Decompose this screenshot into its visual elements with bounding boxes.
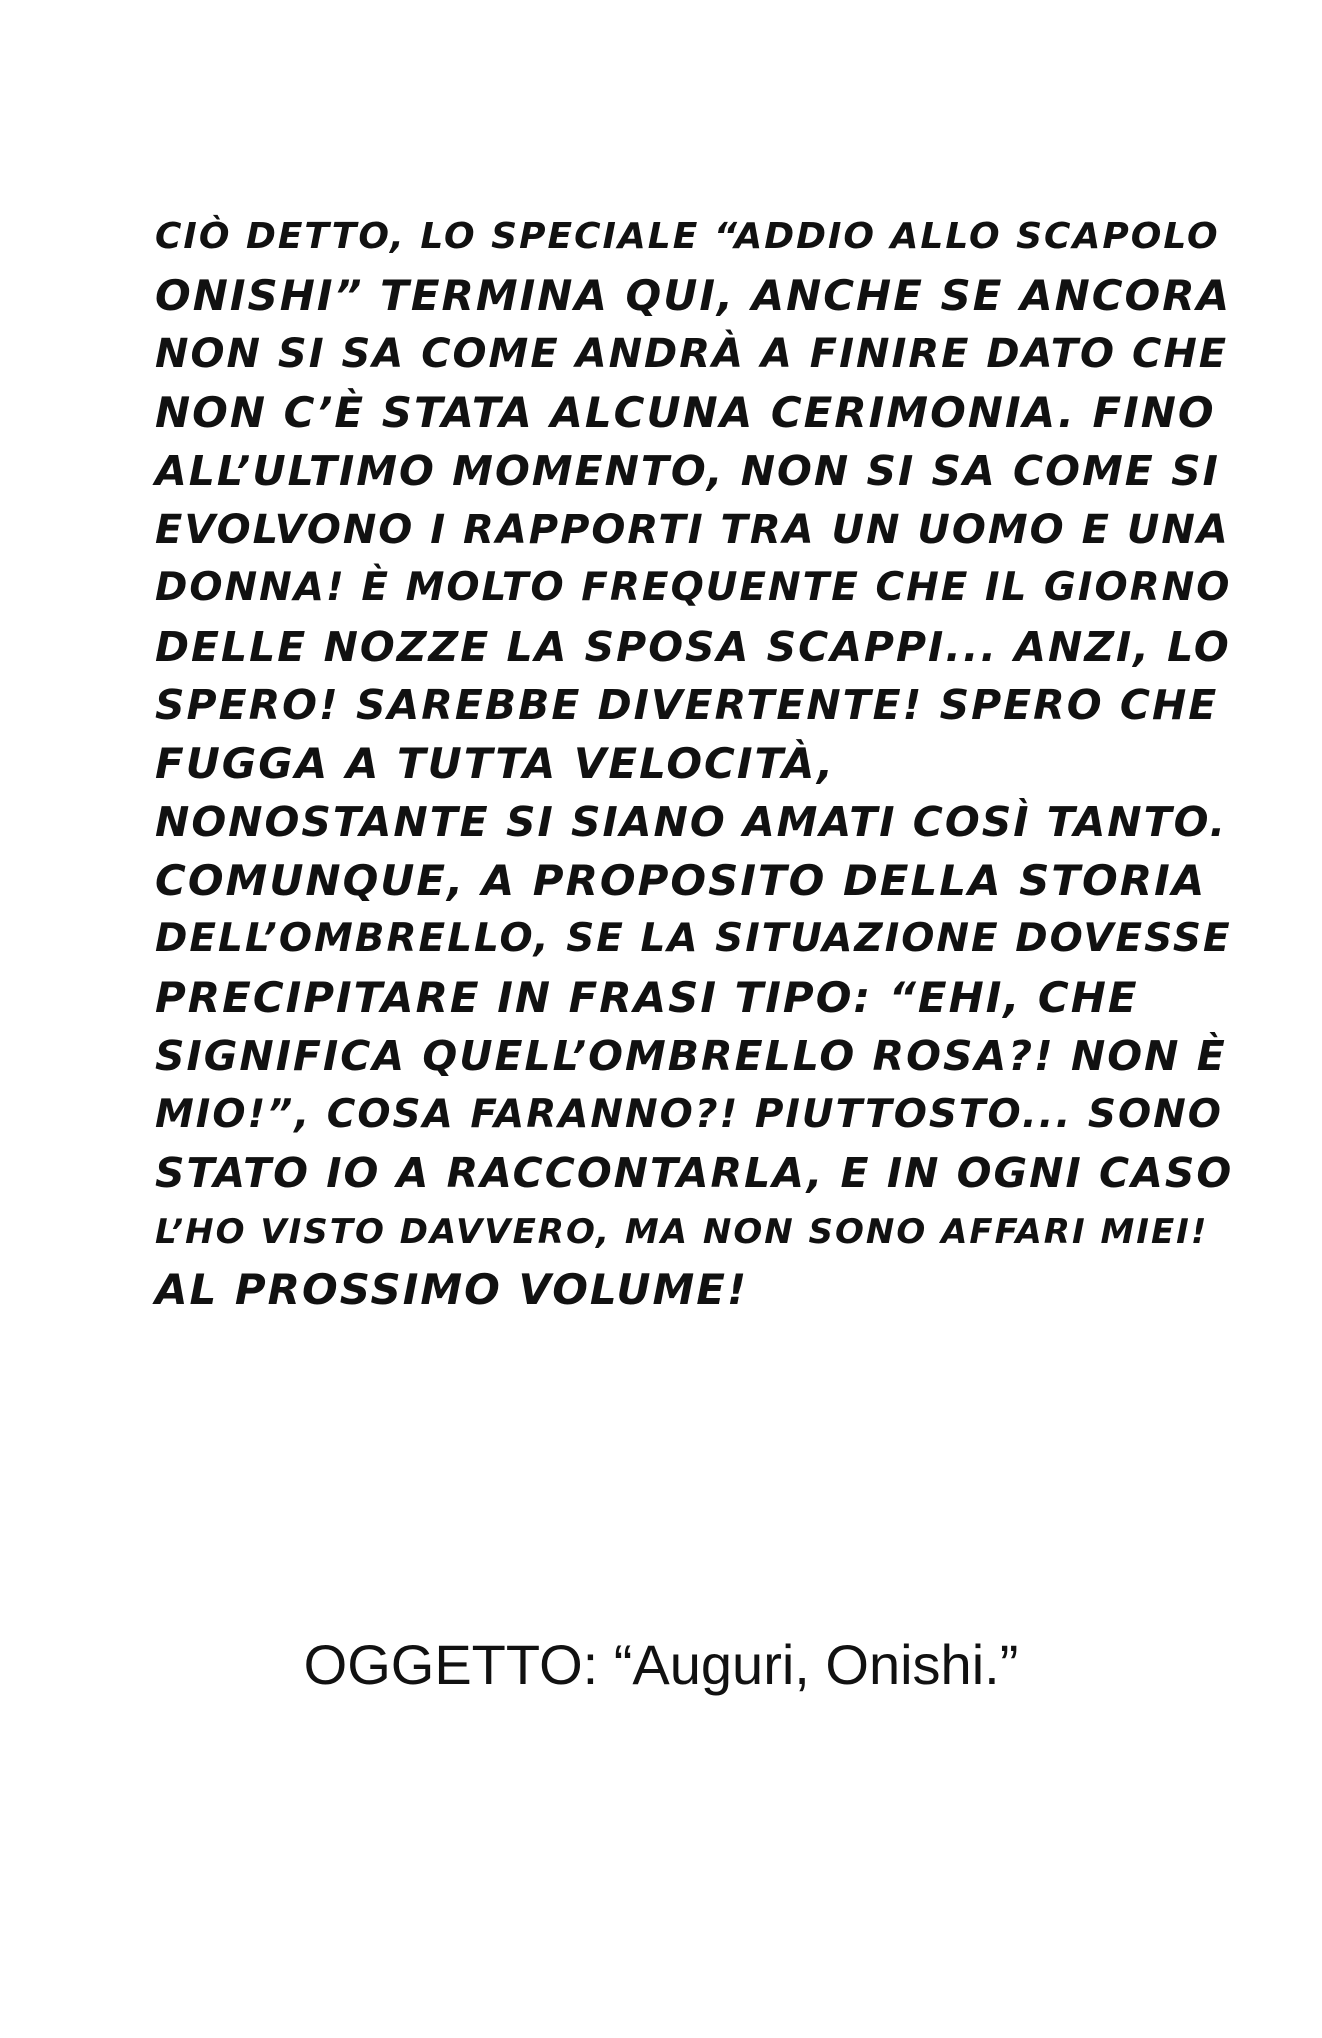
afterword-line: L’HO VISTO DAVVERO, MA NON SONO AFFARI MIEI!	[155, 1211, 1209, 1252]
afterword-line: EVOLVONO I RAPPORTI TRA UN UOMO E UNA	[155, 506, 1230, 553]
afterword-line: NONOSTANTE SI SIANO AMATI COSÌ TANTO.	[155, 798, 1228, 846]
afterword-line: SPERO! SAREBBE DIVERTENTE! SPERO CHE	[155, 681, 1219, 729]
afterword-line: NON SI SA COME ANDRÀ A FINIRE DATO CHE	[155, 331, 1229, 377]
subject-caption: OGGETTO: “Auguri, Onishi.”	[303, 1633, 1019, 1696]
afterword-line: ONISHI” TERMINA QUI, ANCHE SE ANCORA	[155, 270, 1232, 320]
afterword-line: DELLE NOZZE LA SPOSA SCAPPI... ANZI, LO	[155, 622, 1231, 671]
afterword-line: CIÒ DETTO, LO SPECIALE “ADDIO ALLO SCAPOLO	[155, 216, 1220, 257]
afterword-line: MIO!”, COSA FARANNO?! PIUTTOSTO... SONO	[155, 1091, 1223, 1137]
afterword-line: FUGGA A TUTTA VELOCITÀ,	[155, 738, 836, 788]
afterword-line: DONNA! È MOLTO FREQUENTE CHE IL GIORNO	[155, 565, 1232, 610]
afterword-line: STATO IO A RACCONTARLA, E IN OGNI CASO	[155, 1149, 1234, 1197]
afterword-text-block	[155, 208, 1235, 1320]
afterword-line: DELL’OMBRELLO, SE LA SITUAZIONE DOVESSE	[155, 916, 1232, 961]
afterword-line: NON C’È STATA ALCUNA CERIMONIA. FINO	[155, 387, 1216, 437]
afterword-line: COMUNQUE, A PROPOSITO DELLA STORIA	[155, 855, 1207, 905]
afterword-line: PRECIPITARE IN FRASI TIPO: “EHI, CHE	[155, 972, 1139, 1022]
afterword-line: AL PROSSIMO VOLUME!	[155, 1265, 749, 1314]
afterword-line: ALL’ULTIMO MOMENTO, NON SI SA COME SI	[155, 447, 1220, 495]
afterword-line: SIGNIFICA QUELL’OMBRELLO ROSA?! NON È	[155, 1032, 1227, 1080]
